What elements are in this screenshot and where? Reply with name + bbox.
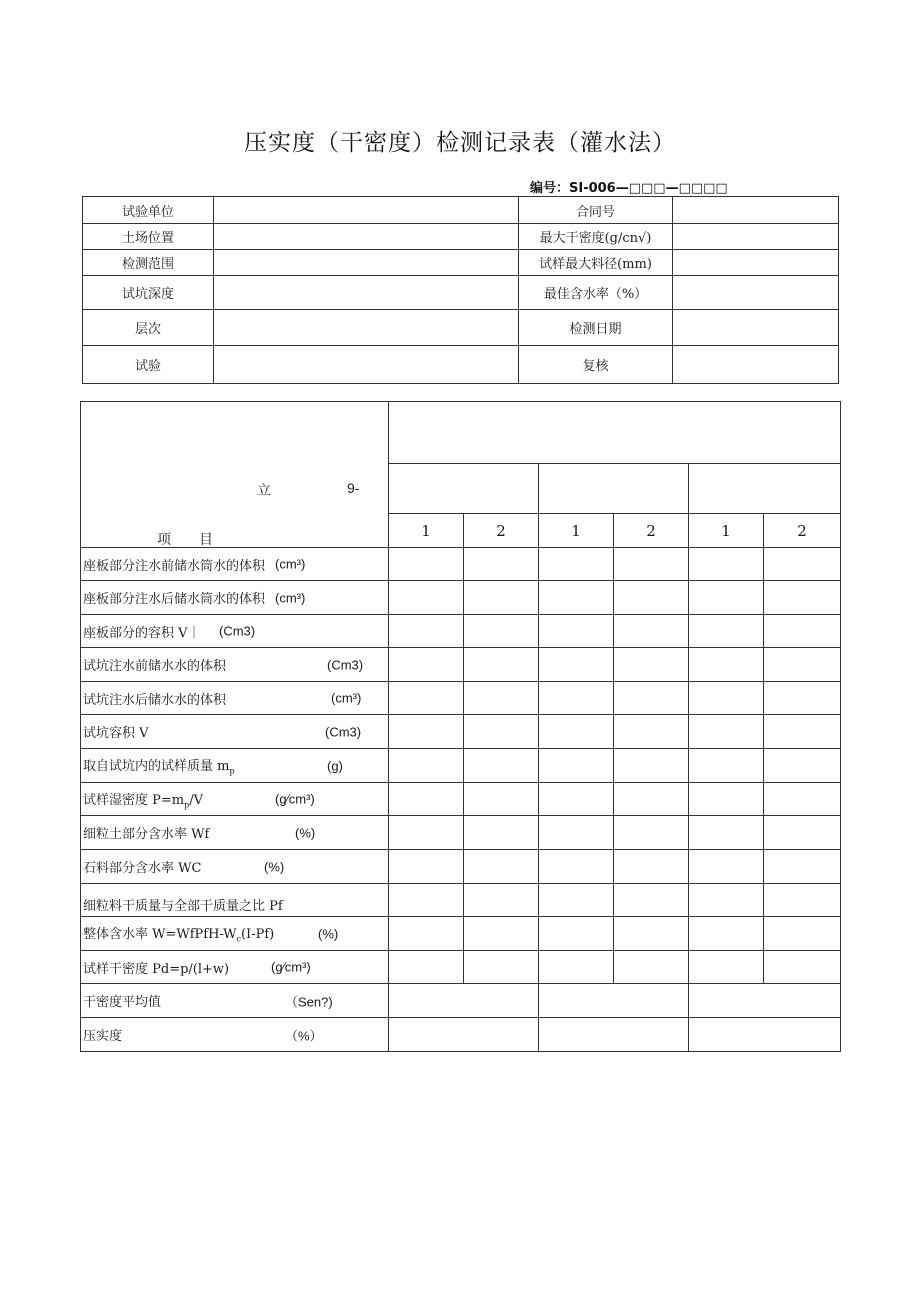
group-header-cell[interactable]: [389, 402, 841, 464]
table-row: [81, 850, 841, 884]
header-value-field[interactable]: [214, 346, 519, 384]
header-value-field[interactable]: [214, 276, 519, 310]
table-row: [81, 816, 841, 850]
header-row: [83, 310, 839, 346]
header-row: [83, 197, 839, 224]
data-cell[interactable]: [539, 783, 614, 816]
data-cell[interactable]: [539, 648, 614, 682]
data-cell[interactable]: [764, 581, 841, 615]
data-cell[interactable]: [389, 648, 464, 682]
data-cell[interactable]: [539, 715, 614, 749]
sample-number: 2: [764, 514, 841, 548]
data-cell[interactable]: [764, 850, 841, 884]
data-cell[interactable]: [464, 951, 539, 984]
header-label: 最大干密度(g∕cn√): [519, 224, 673, 250]
header-label: 最佳含水率（%）: [519, 276, 673, 310]
data-cell[interactable]: [689, 917, 764, 951]
header-value-field[interactable]: [214, 250, 519, 276]
page-title: 压实度（干密度）检测记录表（灌水法）: [244, 130, 676, 156]
data-cell[interactable]: [464, 816, 539, 850]
header-label: 土场位置: [83, 224, 214, 250]
sample-number: 2: [464, 514, 539, 548]
data-cell[interactable]: [614, 951, 689, 984]
data-cell[interactable]: [614, 648, 689, 682]
data-cell[interactable]: [389, 917, 464, 951]
data-cell[interactable]: [614, 615, 689, 648]
header-value-field[interactable]: [214, 197, 519, 224]
header-value-field[interactable]: [673, 197, 839, 224]
data-cell[interactable]: [614, 816, 689, 850]
group-3-header[interactable]: [689, 464, 841, 514]
header-row: [83, 224, 839, 250]
data-cell[interactable]: [689, 884, 764, 917]
group-2-header[interactable]: [539, 464, 689, 514]
data-cell[interactable]: [614, 715, 689, 749]
data-cell[interactable]: [464, 615, 539, 648]
data-cell[interactable]: [689, 783, 764, 816]
data-cell[interactable]: [614, 783, 689, 816]
table-row: [81, 1018, 841, 1052]
data-cell[interactable]: [464, 884, 539, 917]
data-cell[interactable]: [764, 715, 841, 749]
header-label: 检测范围: [83, 250, 214, 276]
data-cell[interactable]: [689, 615, 764, 648]
row-label: 石料部分含水率 WC (%): [81, 850, 389, 884]
data-cell[interactable]: [539, 951, 614, 984]
data-cell[interactable]: [464, 648, 539, 682]
data-cell[interactable]: [539, 884, 614, 917]
data-cell[interactable]: [614, 917, 689, 951]
table-row: [81, 783, 841, 816]
header-value-field[interactable]: [673, 224, 839, 250]
data-cell[interactable]: [539, 548, 614, 581]
header-value-field[interactable]: [214, 310, 519, 346]
data-cell[interactable]: [614, 548, 689, 581]
data-cell[interactable]: [689, 682, 764, 715]
row-label: 试坑容积 V (Cm3): [81, 715, 389, 749]
data-cell[interactable]: [389, 548, 464, 581]
header-label: 检测日期: [519, 310, 673, 346]
table-row: [81, 682, 841, 715]
data-cell[interactable]: [689, 548, 764, 581]
data-cell[interactable]: [464, 783, 539, 816]
data-cell[interactable]: [464, 581, 539, 615]
row-label: 座板部分注水前储水筒水的体积 (cm³): [81, 548, 389, 581]
header-label: 层次: [83, 310, 214, 346]
table-row: [81, 951, 841, 984]
data-cell[interactable]: [764, 749, 841, 783]
table-row: [81, 884, 841, 917]
data-cell[interactable]: [764, 648, 841, 682]
table-row: [81, 715, 841, 749]
header-table: [82, 196, 839, 384]
data-cell[interactable]: [389, 581, 464, 615]
table-row: [81, 917, 841, 951]
data-cell[interactable]: [764, 884, 841, 917]
compaction-cell[interactable]: [539, 1018, 689, 1052]
row-label: 整体含水率 $W=WfPfH-W_c(I-Pf)$ (%): [81, 917, 389, 951]
header-value-field[interactable]: [673, 250, 839, 276]
table-row: [81, 581, 841, 615]
data-cell[interactable]: [539, 615, 614, 648]
header-label: 试验单位: [83, 197, 214, 224]
row-label: 座板部分注水后储水筒水的体积 (cm³): [81, 581, 389, 615]
corner-top-right-text: 9-: [347, 480, 360, 496]
table-row: [81, 615, 841, 648]
data-cell[interactable]: [614, 581, 689, 615]
row-label: 取自试坑内的试样质量 $m_p$ (g): [81, 749, 389, 783]
sample-number: 2: [614, 514, 689, 548]
header-label: 试验: [83, 346, 214, 384]
data-cell[interactable]: [764, 951, 841, 984]
header-value-field[interactable]: [214, 224, 519, 250]
measurement-table: [80, 401, 841, 1052]
data-cell[interactable]: [689, 850, 764, 884]
data-cell[interactable]: [464, 850, 539, 884]
header-row: [83, 276, 839, 310]
item-header-label: 项 目: [157, 532, 213, 548]
row-label: 试样干密度 Pd=p∕(l+w) (g∕cm³): [81, 951, 389, 984]
data-cell[interactable]: [464, 749, 539, 783]
sample-number: 1: [539, 514, 614, 548]
header-row: [83, 346, 839, 384]
table-row: [81, 749, 841, 783]
sample-number: 1: [689, 514, 764, 548]
data-cell[interactable]: [539, 581, 614, 615]
sample-number: 1: [389, 514, 464, 548]
row-label: 座板部分的容积 V｜ (Cm3): [81, 615, 389, 648]
data-cell[interactable]: [764, 816, 841, 850]
data-cell[interactable]: [464, 917, 539, 951]
compaction-cell[interactable]: [389, 1018, 539, 1052]
data-cell[interactable]: [614, 682, 689, 715]
row-label: 试坑注水前储水水的体积 (Cm3): [81, 648, 389, 682]
data-cell[interactable]: [389, 850, 464, 884]
header-value-field[interactable]: [673, 346, 839, 384]
table-row: [81, 548, 841, 581]
data-cell[interactable]: [764, 917, 841, 951]
compaction-cell[interactable]: [689, 1018, 841, 1052]
table-row: [81, 648, 841, 682]
row-label: 压实度 （%）: [81, 1018, 389, 1052]
data-cell[interactable]: [614, 884, 689, 917]
row-label: 细粒土部分含水率 Wf (%): [81, 816, 389, 850]
data-cell[interactable]: [389, 951, 464, 984]
average-cell[interactable]: [539, 984, 689, 1018]
data-cell[interactable]: [614, 749, 689, 783]
item-header-cell: [81, 402, 389, 548]
group-1-header[interactable]: [389, 464, 539, 514]
data-cell[interactable]: [689, 648, 764, 682]
data-cell[interactable]: [539, 816, 614, 850]
row-label: 试样湿密度 $P=m_p∕V$ (g∕cm³): [81, 783, 389, 816]
data-cell[interactable]: [539, 917, 614, 951]
data-cell[interactable]: [689, 581, 764, 615]
data-cell[interactable]: [689, 749, 764, 783]
data-cell[interactable]: [539, 850, 614, 884]
header-value-field[interactable]: [673, 310, 839, 346]
data-cell[interactable]: [764, 783, 841, 816]
row-label: 试坑注水后储水水的体积 (cm³): [81, 682, 389, 715]
data-cell[interactable]: [539, 682, 614, 715]
table-row: [81, 984, 841, 1018]
data-cell[interactable]: [689, 951, 764, 984]
data-cell[interactable]: [389, 749, 464, 783]
data-cell[interactable]: [389, 816, 464, 850]
data-cell[interactable]: [764, 548, 841, 581]
header-label: 复核: [519, 346, 673, 384]
form-code: 编号：SI-006—□□□—□□□□: [530, 181, 728, 196]
data-cell[interactable]: [689, 816, 764, 850]
data-cell[interactable]: [614, 850, 689, 884]
corner-top-left-text: 立: [257, 483, 271, 499]
header-label: 试坑深度: [83, 276, 214, 310]
header-value-field[interactable]: [673, 276, 839, 310]
average-cell[interactable]: [389, 984, 539, 1018]
row-label: 干密度平均值 （Sen?): [81, 984, 389, 1018]
data-cell[interactable]: [389, 682, 464, 715]
header-label: 合同号: [519, 197, 673, 224]
data-cell[interactable]: [389, 783, 464, 816]
data-cell[interactable]: [464, 548, 539, 581]
row-label: 细粒料干质量与全部干质量之比 Pf: [81, 884, 389, 917]
data-cell[interactable]: [539, 749, 614, 783]
average-cell[interactable]: [689, 984, 841, 1018]
data-cell[interactable]: [689, 715, 764, 749]
data-cell[interactable]: [464, 682, 539, 715]
header-label: 试样最大料径(mm): [519, 250, 673, 276]
data-cell[interactable]: [389, 715, 464, 749]
data-cell[interactable]: [764, 682, 841, 715]
data-cell[interactable]: [389, 615, 464, 648]
header-row: [83, 250, 839, 276]
data-cell[interactable]: [764, 615, 841, 648]
data-cell[interactable]: [464, 715, 539, 749]
data-cell[interactable]: [389, 884, 464, 917]
